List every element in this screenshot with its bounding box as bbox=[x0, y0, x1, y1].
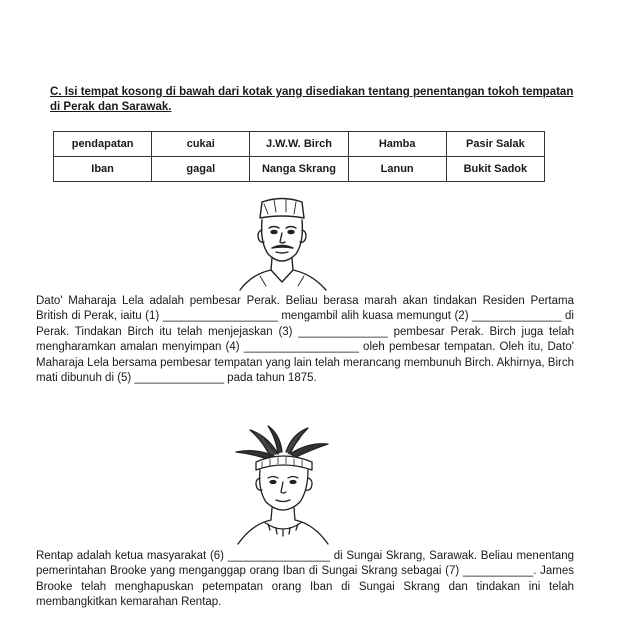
word-box-cell: cukai bbox=[152, 132, 250, 157]
word-box-cell: Pasir Salak bbox=[446, 132, 544, 157]
word-box-row bbox=[54, 157, 545, 182]
word-box-row bbox=[54, 132, 545, 157]
paragraph-sarawak: Rentap adalah ketua masyarakat (6) ________________ di Sungai Skrang, Sarawak. Beliau menentang pemerintahan Brooke yang menganggap orang Iban di Sungai Skrang sebagai (7) ___________. James Brooke telah menghapuskan petempatan orang Iban di Sungai Skrang dan tindakan ini telah membangkitkan kemarahan Rentap. bbox=[36, 550, 574, 609]
paragraph-perak: Dato' Maharaja Lela adalah pembesar Perak. Beliau berasa marah akan tindakan Residen Pertama British di Perak, iaitu (1) __________________ mengambil alih kuasa memungut (2) ______________ di Perak. Tindakan Birch itu telah menjejaskan (3) ______________ pembesar Perak. Birch juga telah mengharamkan amalan menyimpan (4) __________________ oleh pembesar tempatan. Oleh itu, Dato' Maharaja Lela bersama pembesar tempatan yang lain telah merancang membunuh Birch. Akhirnya, Birch mati dibunuh di (5) ______________ pada tahun 1875. bbox=[36, 295, 574, 385]
word-box-cell: gagal bbox=[152, 157, 250, 182]
man-with-feathered-headdress-portrait bbox=[228, 424, 338, 549]
word-box-cell: Lanun bbox=[348, 157, 446, 182]
section-label: C. Isi bbox=[50, 86, 78, 98]
man-with-songkok-portrait bbox=[230, 190, 335, 295]
word-box-cell: Bukit Sadok bbox=[446, 157, 544, 182]
word-box-cell: Iban bbox=[54, 157, 152, 182]
word-box-cell: Hamba bbox=[348, 132, 446, 157]
word-box-cell: Nanga Skrang bbox=[250, 157, 348, 182]
word-box-cell: pendapatan bbox=[54, 132, 152, 157]
word-box-cell: J.W.W. Birch bbox=[250, 132, 348, 157]
section-instruction: tempat kosong di bawah dari kotak yang disediakan tentang penentangan tokoh tempatan di Perak dan Sarawak. bbox=[50, 86, 574, 113]
section-heading bbox=[50, 85, 580, 115]
word-box-table bbox=[53, 131, 545, 182]
